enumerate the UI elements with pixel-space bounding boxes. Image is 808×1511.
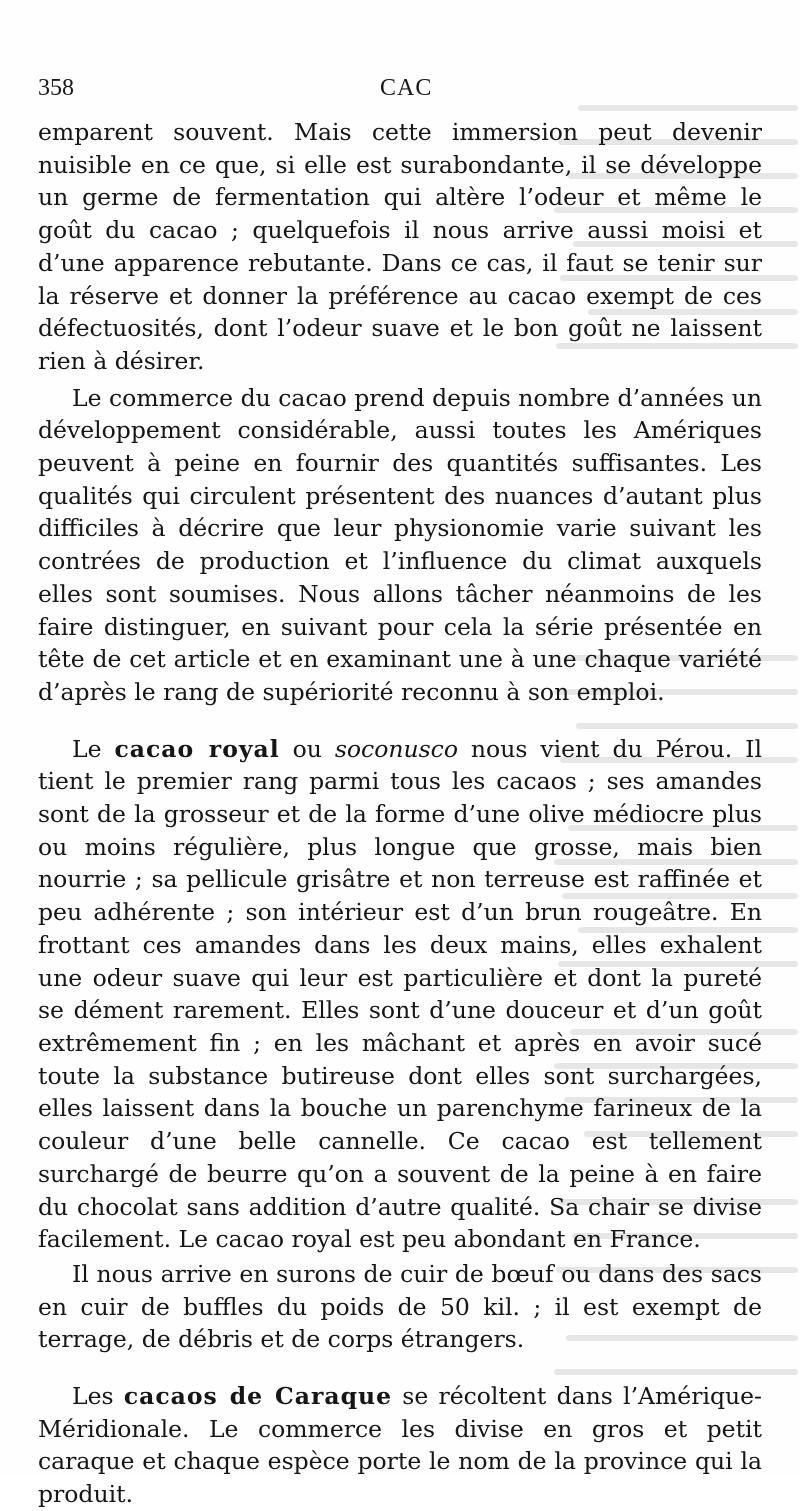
paragraph-caraque <box>38 1380 762 1511</box>
soconusco-term: soconusco <box>334 734 458 763</box>
cacao-royal-connector: ou <box>292 734 322 763</box>
cacao-royal-term: cacao royal <box>114 734 280 763</box>
paragraph-continued: emparent souvent. Mais cette immersion peut devenir nuisible en ce que, si elle est surabondante, il se développe un germe de fermentation qui altère l’odeur et même le goût du cacao ; quelquefois il nous arrive aussi moisi et d’une apparence rebutante. Dans ce cas, il faut se tenir sur la réserve et donner la préférence au cacao exempt de ces défectuosités, dont l’odeur suave et le bon goût ne laissent rien à désirer. <box>38 118 762 375</box>
caraque-lead: Les <box>72 1382 114 1411</box>
caraque-text: se récoltent dans l’Amérique-Méridionale. Le commerce les divise en gros et petit caraque et chaque espèce porte le nom de la province qui la produit. <box>38 1382 762 1509</box>
body-text <box>38 116 762 1511</box>
paragraph-cacao-royal <box>38 733 762 1256</box>
cacao-royal-lead: Le <box>72 734 102 763</box>
cacao-royal-text: nous vient du Pérou. Il tient le premier rang parmi tous les cacaos ; ses amandes sont de la grosseur et de la forme d’une olive médiocre plus ou moins régulière, plus longue que grosse, mais bien nourrie ; sa pellicule grisâtre et non terreuse est raffinée et peu adhérente ; son intérieur est d’un brun rougeâtre. En frottant ces amandes dans les deux mains, elles exhalent une odeur suave qui leur est particulière et dont la pureté se dément rarement. Elles sont d’une douceur et d’un goût extrêmement fin ; en les mâchant et après en avoir sucé toute la substance butireuse dont elles sont surchargées, elles laissent dans la bouche un parenchyme farineux de la couleur d’une belle cannelle. Ce cacao est tellement surchargé de beurre qu’on a souvent de la peine à en faire du chocolat sans addition d’autre qualité. Sa chair se divise facilement. Le cacao royal est peu abondant en France. <box>38 734 762 1254</box>
page-number: 358 <box>38 75 74 101</box>
paragraph-commerce: Le commerce du cacao prend depuis nombre d’années un développement considérable, aussi toutes les Amériques peuvent à peine en fournir des quantités suffisantes. Les qualités qui circulent présentent des nuances d’autant plus difficiles à décrire que leur physionomie varie suivant les contrées de production et l’influence du climat auxquels elles sont soumises. Nous allons tâcher néanmoins de les faire distinguer, en suivant pour cela la série présentée en tête de cet article et en examinant une à une chaque variété d’après le rang de supériorité reconnu à son emploi. <box>38 383 762 706</box>
caraque-term: cacaos de Caraque <box>123 1382 393 1411</box>
paragraph-packaging: Il nous arrive en surons de cuir de bœuf ou dans des sacs en cuir de buffles du poids de 50 kil. ; il est exempt de terrage, de débris et de corps étrangers. <box>38 1259 762 1354</box>
page-header <box>38 72 758 104</box>
running-head: CAC <box>380 75 433 101</box>
